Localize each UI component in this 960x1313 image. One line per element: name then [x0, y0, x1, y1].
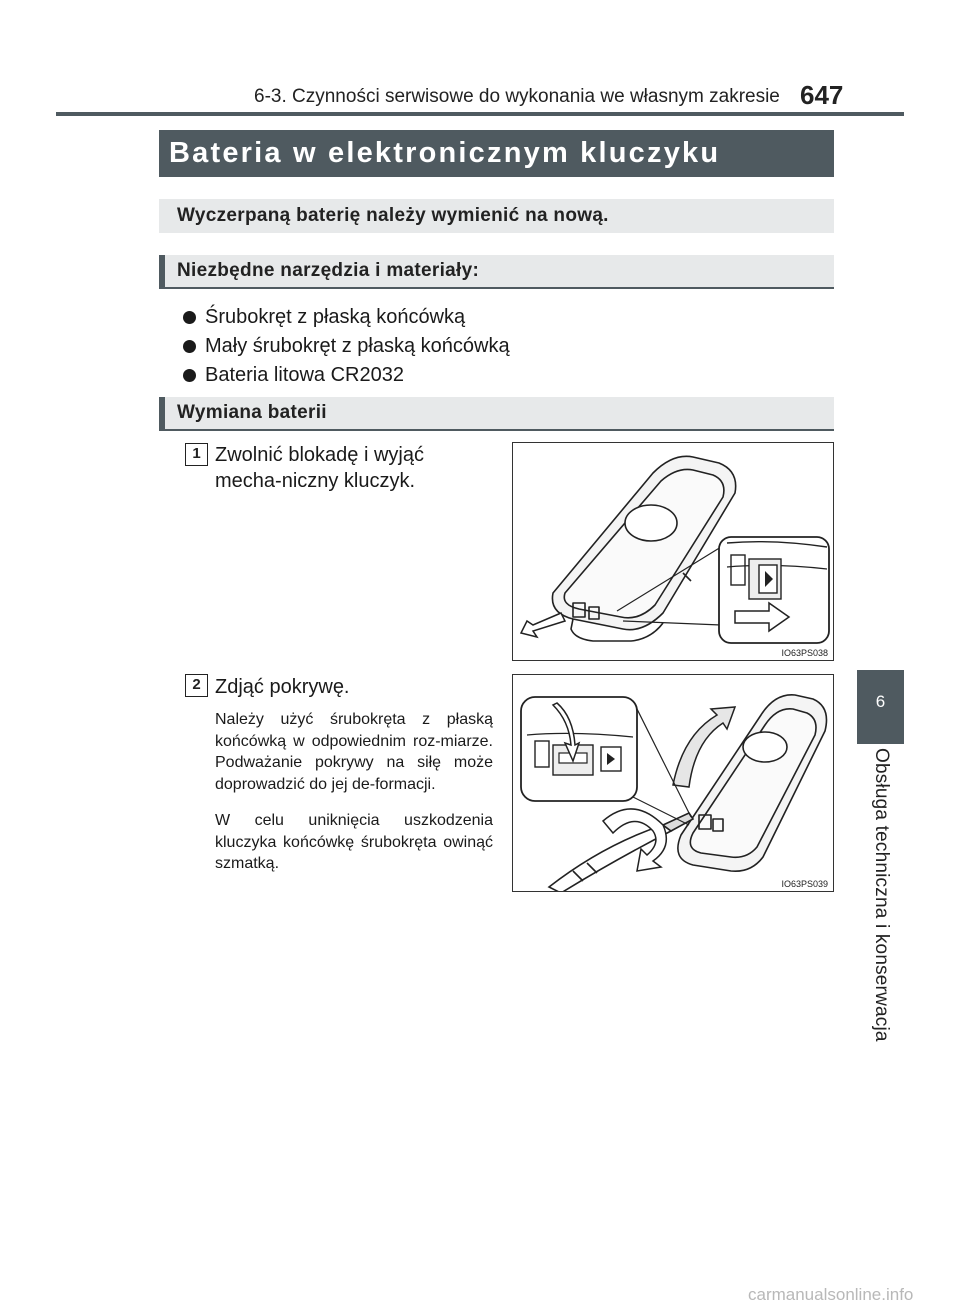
list-item — [183, 361, 510, 390]
bullet-icon — [183, 369, 196, 382]
running-header-title: 6-3. Czynności serwisowe do wykonania we własnym zakresie — [254, 86, 780, 107]
tools-heading: Niezbędne narzędzia i materiały: — [159, 255, 834, 289]
bullet-icon — [183, 311, 196, 324]
step-2-note-1: Należy użyć śrubokręta z płaską końcówką w odpowiednim roz-miarze. Podważanie pokrywy na siłę może doprowadzić do jej de-formacji. — [215, 711, 493, 793]
figure-key-release — [512, 442, 834, 661]
section-title: Bateria w elektronicznym kluczyku — [159, 130, 834, 177]
list-item — [183, 303, 510, 332]
figure-code: IO63PS038 — [781, 648, 828, 658]
list-item — [183, 332, 510, 361]
step-number-1: 1 — [185, 443, 208, 466]
list-item-text: Mały śrubokręt z płaską końcówką — [205, 335, 510, 357]
chapter-tab: 6 — [857, 670, 904, 744]
step-number-2: 2 — [185, 674, 208, 697]
step-2-note-2: W celu uniknięcia uszkodzenia kluczyka końcówkę śrubokręta owinąć szmatką. — [215, 812, 493, 872]
key-fob-cover-removal-illustration — [513, 675, 834, 892]
header-rule — [56, 112, 904, 116]
tools-list — [183, 303, 510, 390]
page-number: 647 — [800, 80, 844, 110]
bullet-icon — [183, 340, 196, 353]
figure-cover-removal — [512, 674, 834, 892]
list-item-text: Śrubokręt z płaską końcówką — [205, 306, 466, 328]
list-item-text: Bateria litowa CR2032 — [205, 364, 404, 386]
step-2-text: Zdjąć pokrywę. — [215, 676, 350, 698]
step-1-text: Zwolnić blokadę i wyjąć mecha-niczny kluczyk. — [215, 444, 424, 492]
watermark: carmanualsonline.info — [748, 1285, 914, 1304]
key-fob-release-illustration — [513, 443, 834, 661]
intro-box: Wyczerpaną baterię należy wymienić na nową. — [159, 199, 834, 233]
replacement-heading: Wymiana baterii — [159, 397, 834, 431]
chapter-side-label: Obsługa techniczna i konserwacja — [871, 748, 892, 1042]
figure-code: IO63PS039 — [781, 879, 828, 889]
